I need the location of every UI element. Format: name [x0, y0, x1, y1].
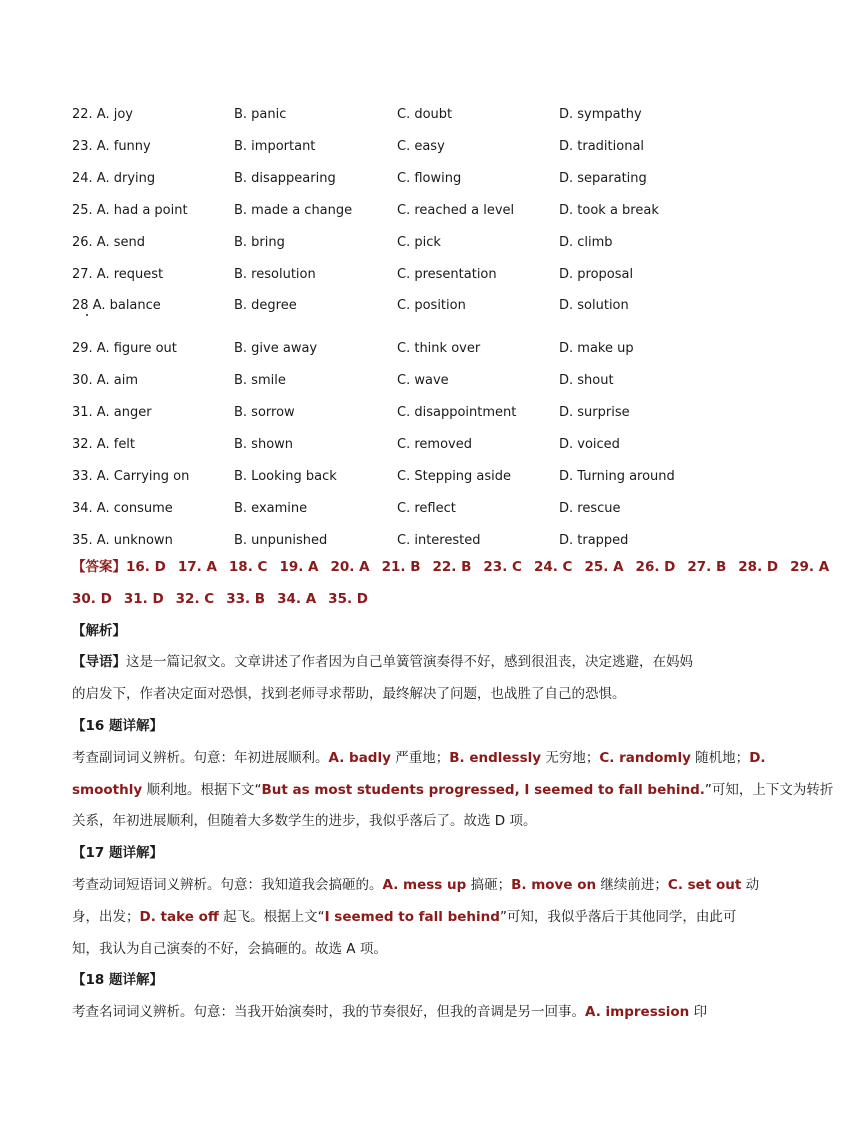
answer-item: 17. A [177, 559, 217, 575]
q17-option: D. take off [139, 908, 219, 925]
answer-item: 33. B [226, 590, 266, 607]
option-b: B. shown [234, 436, 294, 452]
q18-line [72, 997, 722, 1029]
option-c: C. presentation [397, 266, 497, 282]
guide-line-2: 的启发下，作者决定面对恐惧，找到老师寻求帮助，最终解决了问题，也战胜了自己的恐惧。 [72, 686, 626, 703]
option-a: 24. A. drying [72, 170, 156, 186]
q17-line [72, 870, 760, 902]
option-b: B. panic [234, 106, 287, 122]
q18-option: A. impression [585, 1004, 690, 1021]
option-c: C. position [397, 298, 466, 313]
q16-line [72, 743, 766, 775]
option-c: C. removed [397, 436, 472, 452]
option-a: 22. A. joy [72, 106, 133, 122]
option-a: 29. A. figure out [72, 340, 177, 356]
option-row [72, 332, 732, 364]
q17-option: C. set out [667, 876, 742, 893]
answer-item: 24. C [533, 559, 573, 575]
stray-mark [86, 314, 88, 316]
answer-line [72, 552, 830, 584]
q17-line: 知，我认为自己演奏的不好，会搞砸的。故选 A 项。 [72, 940, 387, 957]
answer-item: 29. A [790, 559, 830, 575]
q17-text: 考查动词短语词义辨析。句意：我知道我会搞砸的。 [72, 876, 383, 893]
answer-item: 31. D [123, 590, 164, 607]
q16-text: 无穷地； [541, 749, 600, 766]
answer-item: 23. C [483, 559, 522, 575]
option-d: D. rescue [559, 500, 621, 516]
option-a: 26. A. send [72, 234, 145, 250]
q16-text: ”可知，上下文为转折 [704, 781, 834, 798]
answer-label: 【答案】 [72, 559, 126, 575]
option-d: D. traditional [559, 138, 645, 154]
answer-line-2 [72, 584, 722, 616]
option-row [72, 290, 732, 332]
option-c: C. pick [397, 234, 441, 250]
answer-item: 22. B [432, 559, 472, 575]
answer-item: 21. B [381, 559, 421, 575]
q18-text: 印 [689, 1004, 708, 1021]
option-a: 30. A. aim [72, 372, 138, 388]
guide-text: 这是一篇记叙文。文章讲述了作者因为自己单簧管演奏得不好，感到很沮丧，决定逃避，在妈妈 [126, 654, 693, 671]
option-c: C. flowing [397, 170, 462, 186]
q17-text: ”可知，我似乎落后于其他同学，由此可 [499, 908, 737, 925]
option-b: B. made a change [234, 202, 353, 218]
option-d: D. voiced [559, 436, 620, 452]
option-c: C. easy [397, 138, 445, 154]
q17-heading: 【17 题详解】 [72, 845, 163, 862]
option-c: C. think over [397, 340, 481, 356]
option-b: B. bring [234, 234, 285, 250]
q16-text: 严重地； [390, 749, 450, 766]
option-a: 32. A. felt [72, 436, 136, 452]
option-row [72, 130, 732, 162]
q17-text: 动 [741, 876, 760, 893]
answer-item: 30. D [72, 590, 112, 607]
option-c: C. Stepping aside [397, 468, 512, 484]
q17-option: A. mess up [382, 876, 467, 893]
option-row [72, 258, 732, 290]
answer-item: 32. C [175, 590, 215, 607]
option-d: D. Turning around [559, 468, 675, 484]
q16-quote: But as most students progressed, I seemed to fall behind. [261, 781, 705, 798]
option-b: B. resolution [234, 266, 316, 282]
option-a: 25. A. had a point [72, 202, 188, 218]
option-a: 34. A. consume [72, 500, 173, 516]
option-d: D. climb [559, 234, 613, 250]
q17-text: 身，出发； [72, 908, 140, 925]
option-b: B. smile [234, 372, 286, 388]
q16-line: 关系，年初进展顺利，但随着大多数学生的进步，我似乎落后了。故选 D 项。 [72, 813, 537, 830]
option-d: D. trapped [559, 532, 629, 548]
answer-item: 20. A [330, 559, 370, 575]
answer-item: 26. D [635, 559, 676, 575]
option-row [72, 492, 732, 524]
option-b: B. important [234, 138, 316, 154]
q17-line [72, 902, 737, 934]
option-d: D. make up [559, 340, 634, 356]
q16-option: D. [749, 749, 766, 766]
option-c: C. wave [397, 372, 449, 388]
answer-item: 34. A [277, 590, 317, 607]
option-b: B. sorrow [234, 404, 295, 420]
explanation-body [72, 552, 834, 1029]
answer-item: 27. B [687, 559, 727, 575]
option-c: C. reflect [397, 500, 456, 516]
q16-text: 随机地； [690, 749, 750, 766]
option-c: C. interested [397, 532, 481, 548]
option-d: D. separating [559, 170, 647, 186]
option-a: 27. A. request [72, 266, 164, 282]
q18-heading: 【18 题详解】 [72, 972, 163, 989]
answer-item: 16. D [126, 559, 166, 575]
option-c: C. disappointment [397, 404, 517, 420]
option-d: D. shout [559, 372, 614, 388]
q17-text: 搞砸； [466, 876, 512, 893]
q16-line [72, 775, 834, 807]
q17-text: 继续前进； [596, 876, 668, 893]
answer-item: 18. C [228, 559, 268, 575]
answer-list [126, 559, 841, 575]
q17-text: 起飞。根据上文“ [218, 908, 325, 925]
option-a: 31. A. anger [72, 404, 152, 420]
guide-line [72, 647, 722, 679]
answer-item: 35. D [328, 590, 368, 607]
option-row [72, 428, 732, 460]
answer-item: 28. D [738, 559, 779, 575]
analysis-heading: 【解析】 [72, 622, 126, 639]
options-table [72, 98, 732, 556]
option-d: D. sympathy [559, 106, 642, 122]
q16-option: A. badly [328, 749, 391, 766]
option-d: D. surprise [559, 404, 630, 420]
q16-option: B. endlessly [449, 749, 542, 766]
option-b: B. give away [234, 340, 318, 356]
guide-label: 【导语】 [72, 654, 126, 671]
q17-option: B. move on [511, 876, 597, 893]
answer-item: 25. A [584, 559, 624, 575]
option-c: C. doubt [397, 106, 453, 122]
q16-option: smoothly [72, 781, 143, 798]
option-row [72, 98, 732, 130]
option-b: B. examine [234, 500, 308, 516]
option-row [72, 194, 732, 226]
option-d: D. proposal [559, 266, 634, 282]
q18-text: 考查名词词义辨析。句意：当我开始演奏时，我的节奏很好，但我的音调是另一回事。 [72, 1004, 585, 1021]
option-b: B. Looking back [234, 468, 337, 484]
option-b: B. disappearing [234, 170, 336, 186]
option-row [72, 364, 732, 396]
q17-quote: I seemed to fall behind [324, 908, 500, 925]
q16-text: 考查副词词义辨析。句意：年初进展顺利。 [72, 749, 329, 766]
option-row [72, 460, 732, 492]
option-row [72, 396, 732, 428]
answer-item: 19. A [279, 559, 319, 575]
option-b: B. degree [234, 298, 297, 313]
option-d: D. took a break [559, 202, 659, 218]
option-a: 35. A. unknown [72, 532, 173, 548]
option-a: 33. A. Carrying on [72, 468, 190, 484]
option-b: B. unpunished [234, 532, 328, 548]
option-row [72, 226, 732, 258]
q16-heading: 【16 题详解】 [72, 717, 163, 734]
option-a: 28 A. balance [72, 298, 161, 313]
q16-option: C. randomly [599, 749, 691, 766]
option-row [72, 162, 732, 194]
q16-text: 顺利地。根据下文“ [142, 781, 262, 798]
option-d: D. solution [559, 298, 629, 313]
option-a: 23. A. funny [72, 138, 151, 154]
option-c: C. reached a level [397, 202, 515, 218]
